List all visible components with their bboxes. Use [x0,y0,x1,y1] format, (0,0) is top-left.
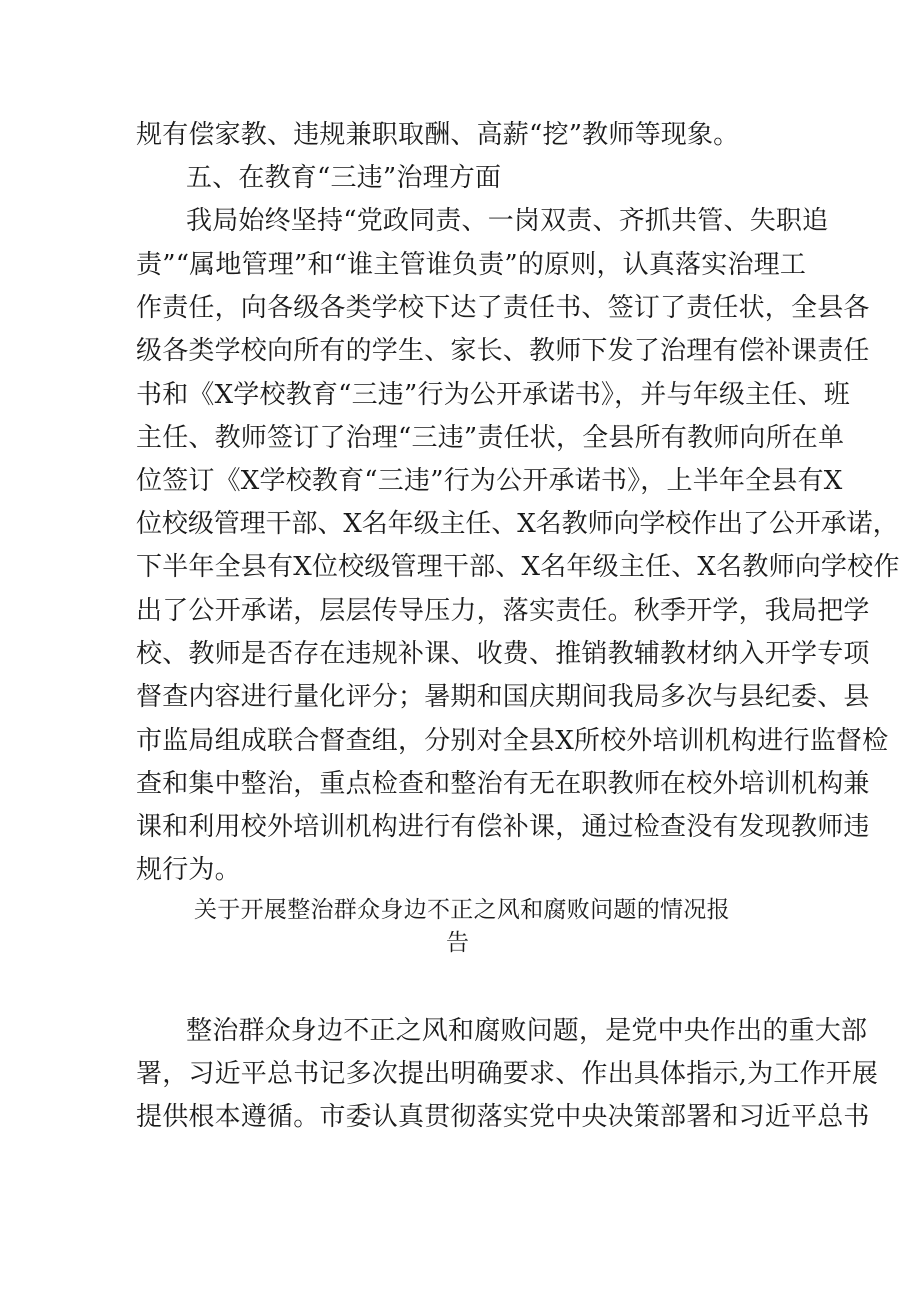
body-line: 规有偿家教、违规兼职取酬、高薪“挖”教师等现象。 [136,120,740,150]
body-line: 市监局组成联合督查组，分别对全县X所校外培训机构进行监督检 [136,726,889,756]
body-line: 书和《X学校教育“三违”行为公开承诺书》，并与年级主任、班 [136,380,850,410]
report-body-line: 提供根本遵循。市委认真贯彻落实党中央决策部署和习近平总书 [136,1102,870,1132]
body-line: 下半年全县有X位校级管理干部、X名年级主任、X名教师向学校作 [136,552,900,582]
body-line: 查和集中整治，重点检查和整治有无在职教师在校外培训机构兼 [136,769,870,799]
body-line: 规行为。 [136,855,241,885]
body-line: 课和利用校外培训机构进行有偿补课，通过检查没有发现教师违 [136,812,870,842]
body-line: 责”“属地管理”和“谁主管谁负责”的原则，认真落实治理工 [136,250,807,280]
section-heading: 五、在教育“三违”治理方面 [186,163,502,193]
body-line: 作责任，向各级各类学校下达了责任书、签订了责任状，全县各 [136,293,870,323]
body-line: 我局始终坚持“党政同责、一岗双责、齐抓共管、失职追 [186,206,829,236]
report-title-continued: 告 [446,930,470,956]
body-line: 位校级管理干部、X名年级主任、X名教师向学校作出了公开承诺， [136,509,899,539]
report-body-line: 署，习近平总书记多次提出明确要求、作出具体指示,为工作开展 [136,1059,879,1089]
body-line: 主任、教师签订了治理“三违”责任状，全县所有教师向所在单 [136,423,845,453]
body-line: 级各类学校向所有的学生、家长、教师下发了治理有偿补课责任 [136,336,870,366]
body-line: 督查内容进行量化评分；暑期和国庆期间我局多次与县纪委、县 [136,682,870,712]
report-body-line: 整治群众身边不正之风和腐败问题，是党中央作出的重大部 [186,1016,868,1046]
body-line: 出了公开承诺，层层传导压力，落实责任。秋季开学，我局把学 [136,596,870,626]
body-line: 位签订《X学校教育“三违”行为公开承诺书》，上半年全县有X [136,466,843,496]
report-title: 关于开展整治群众身边不正之风和腐败问题的情况报 [194,897,730,923]
body-line: 校、教师是否存在违规补课、收费、推销教辅教材纳入开学专项 [136,639,870,669]
